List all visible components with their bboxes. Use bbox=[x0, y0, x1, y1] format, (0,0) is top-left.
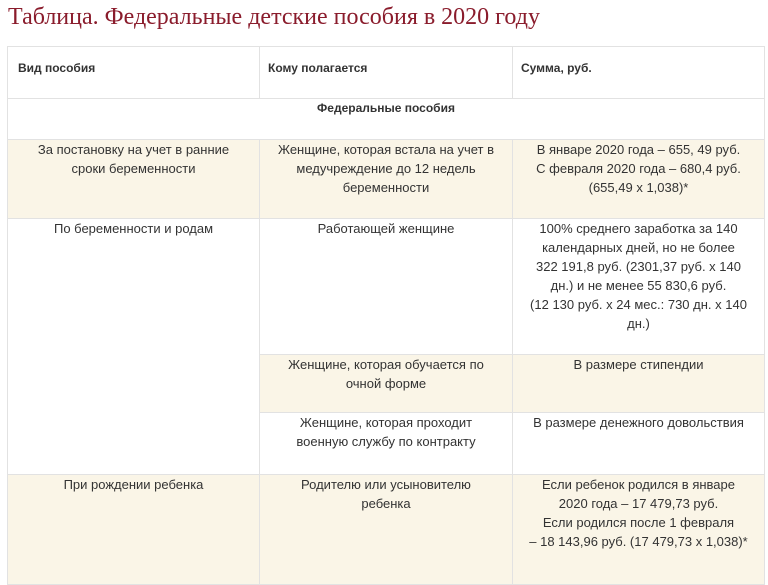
cell-line: (655,49 х 1,038)* bbox=[588, 180, 689, 195]
cell-line: За постановку на учет в ранние bbox=[37, 142, 230, 157]
cell-line: медучреждение до 12 недель bbox=[296, 161, 476, 176]
cell-line: Женщине, которая обучается по bbox=[288, 357, 484, 372]
cell-line: дн.) и не менее 55 830,6 руб. bbox=[550, 278, 727, 293]
cell-line: Если родился после 1 февраля bbox=[542, 515, 735, 530]
section-title: Федеральные пособия bbox=[8, 99, 765, 140]
table-row bbox=[8, 219, 765, 355]
cell-line: В размере стипендии bbox=[573, 357, 704, 372]
cell-line: Женщине, которая проходит bbox=[299, 415, 473, 430]
cell-recipient bbox=[260, 219, 513, 355]
cell-line: сроки беременности bbox=[71, 161, 196, 176]
cell-line: В январе 2020 года – 655, 49 руб. bbox=[536, 142, 741, 157]
header-benefit-type: Вид пособия bbox=[8, 47, 260, 99]
cell-recipient bbox=[260, 475, 513, 585]
cell-line: военную службу по контракту bbox=[296, 434, 476, 449]
cell-line: дн.) bbox=[627, 316, 650, 331]
table-row bbox=[8, 140, 765, 219]
cell-line: (12 130 руб. х 24 мес.: 730 дн. х 140 bbox=[530, 297, 747, 312]
page-title: Таблица. Федеральные детские пособия в 2020 году bbox=[8, 4, 540, 30]
cell-line: 2020 года – 17 479,73 руб. bbox=[558, 496, 719, 511]
cell-benefit-type bbox=[8, 475, 260, 585]
cell-line: – 18 143,96 руб. (17 479,73 х 1,038)* bbox=[529, 534, 748, 549]
cell-line: По беременности и родам bbox=[53, 221, 214, 236]
cell-line: При рождении ребенка bbox=[63, 477, 204, 492]
cell-line: Если ребенок родился в январе bbox=[542, 477, 735, 492]
cell-amount bbox=[513, 219, 765, 355]
cell-line: В размере денежного довольствия bbox=[533, 415, 744, 430]
table-header-row bbox=[8, 47, 765, 99]
header-amount: Сумма, руб. bbox=[513, 47, 765, 99]
cell-amount bbox=[513, 140, 765, 219]
cell-benefit-type bbox=[8, 140, 260, 219]
cell-line: очной форме bbox=[345, 376, 427, 391]
cell-line: С февраля 2020 года – 680,4 руб. bbox=[536, 161, 741, 176]
benefits-table bbox=[7, 46, 765, 585]
table-row bbox=[8, 475, 765, 585]
cell-benefit-type bbox=[8, 219, 260, 475]
cell-recipient bbox=[260, 355, 513, 413]
cell-amount bbox=[513, 413, 765, 475]
section-row bbox=[8, 99, 765, 140]
cell-line: Родителю или усыновителю bbox=[301, 477, 471, 492]
cell-recipient bbox=[260, 413, 513, 475]
cell-line: беременности bbox=[342, 180, 430, 195]
cell-line: Работающей женщине bbox=[317, 221, 455, 236]
cell-line: ребенка bbox=[361, 496, 411, 511]
cell-line: 322 191,8 руб. (2301,37 руб. х 140 bbox=[536, 259, 741, 274]
cell-line: Женщине, которая встала на учет в bbox=[277, 142, 495, 157]
cell-recipient bbox=[260, 140, 513, 219]
cell-line: календарных дней, но не более bbox=[542, 240, 735, 255]
cell-amount bbox=[513, 475, 765, 585]
cell-line: 100% среднего заработка за 140 bbox=[539, 221, 738, 236]
header-recipient: Кому полагается bbox=[260, 47, 513, 99]
cell-amount bbox=[513, 355, 765, 413]
